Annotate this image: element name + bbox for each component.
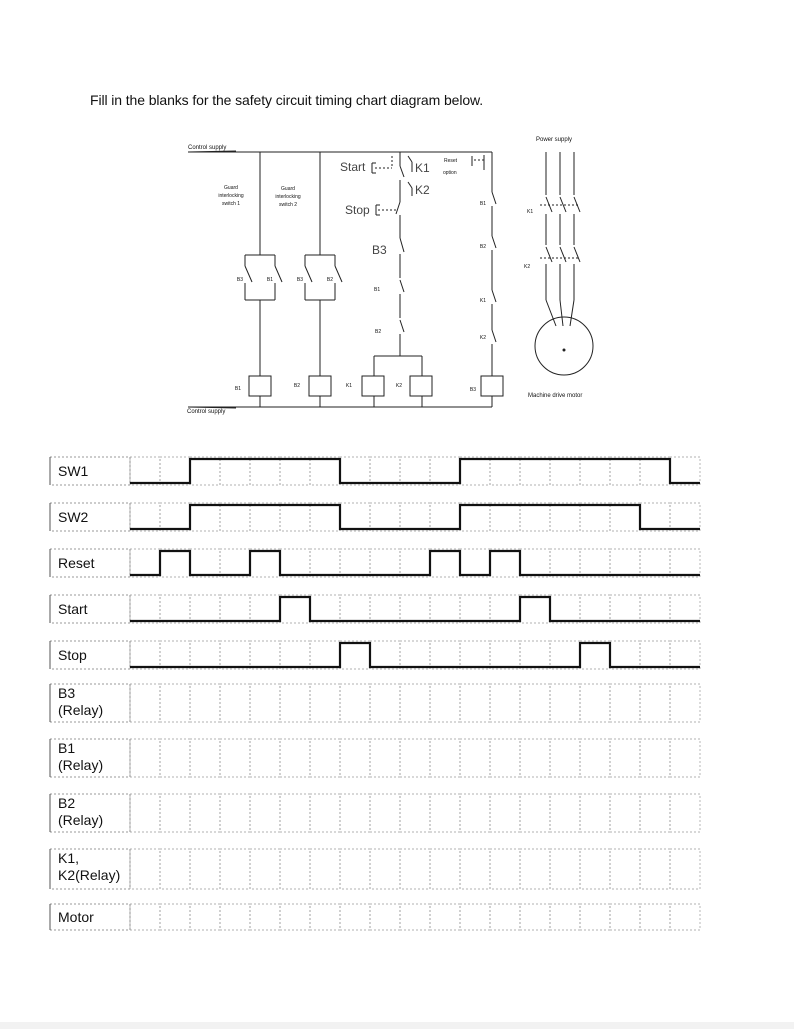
sw1-contact-b1: B1 [266,277,273,283]
timing-cell[interactable] [520,595,550,623]
timing-cell[interactable] [400,595,430,623]
timing-cell[interactable] [340,904,370,930]
row-label-text: Stop [58,647,87,663]
timing-cell[interactable] [370,794,400,832]
timing-cell[interactable] [490,595,520,623]
timing-cell[interactable] [310,549,340,577]
timing-cell[interactable] [310,849,340,889]
timing-cell[interactable] [520,457,550,485]
timing-cell[interactable] [190,549,220,577]
timing-cell[interactable] [670,904,700,930]
timing-cell[interactable] [280,549,310,577]
timing-cell[interactable] [490,849,520,889]
timing-row [50,503,700,531]
timing-cell[interactable] [220,503,250,531]
timing-cell[interactable] [370,904,400,930]
timing-cell[interactable] [280,849,310,889]
timing-cell[interactable] [130,641,160,669]
timing-cell[interactable] [220,794,250,832]
timing-cell[interactable] [430,549,460,577]
timing-cell[interactable] [280,794,310,832]
power-k1-label: K1 [527,209,534,215]
timing-cell[interactable] [130,457,160,485]
timing-cell[interactable] [520,503,550,531]
row-label-text: K1, [58,850,80,866]
timing-cell[interactable] [130,794,160,832]
timing-cell[interactable] [490,549,520,577]
timing-row [50,684,700,722]
timing-cell[interactable] [610,849,640,889]
row-label-text: B2 [58,795,76,811]
timing-cell[interactable] [370,549,400,577]
timing-cell[interactable] [610,641,640,669]
timing-cell[interactable] [520,684,550,722]
timing-cell[interactable] [430,595,460,623]
timing-cell[interactable] [130,849,160,889]
reset-branch-b1-label: B1 [479,201,486,207]
timing-cell[interactable] [220,595,250,623]
timing-cell[interactable] [340,794,370,832]
timing-cell[interactable] [160,904,190,930]
timing-cell[interactable] [310,595,340,623]
timing-cell[interactable] [430,739,460,777]
timing-cell[interactable] [340,503,370,531]
control-supply-top-label: Control supply [188,145,227,151]
timing-cell[interactable] [430,684,460,722]
timing-cell[interactable] [490,641,520,669]
timing-cell[interactable] [670,794,700,832]
timing-cell[interactable] [280,457,310,485]
timing-cell[interactable] [190,684,220,722]
timing-cell[interactable] [280,641,310,669]
timing-cell[interactable] [400,549,430,577]
timing-cell[interactable] [400,503,430,531]
timing-cell[interactable] [640,503,670,531]
row-label-text: Reset [58,555,95,571]
timing-cell[interactable] [610,684,640,722]
timing-cell[interactable] [670,549,700,577]
timing-cell[interactable] [400,904,430,930]
guard-1-line-3: switch 1 [221,201,241,207]
power-k2-label: K2 [524,264,531,270]
sw2-contact-b3: B3 [296,277,303,283]
timing-cell[interactable] [550,849,580,889]
coil-b2-label: B2 [293,383,300,389]
timing-cell[interactable] [640,739,670,777]
timing-cell[interactable] [280,684,310,722]
reset-branch-k2-label: K2 [479,335,486,341]
timing-cell[interactable] [160,849,190,889]
row-label-text: Motor [58,909,94,925]
row-label-text: K2(Relay) [58,867,121,883]
timing-cell[interactable] [640,849,670,889]
timing-cell[interactable] [460,503,490,531]
timing-cell[interactable] [610,549,640,577]
coil-k2-label: K2 [395,383,402,389]
timing-cell[interactable] [610,595,640,623]
timing-cell[interactable] [340,684,370,722]
timing-cell[interactable] [310,739,340,777]
row-label-text: B1 [58,740,76,756]
timing-cell[interactable] [130,549,160,577]
timing-cell[interactable] [640,549,670,577]
row-label-text: (Relay) [58,812,104,828]
timing-cell[interactable] [220,684,250,722]
timing-cell[interactable] [580,549,610,577]
timing-cell[interactable] [280,739,310,777]
timing-cell[interactable] [160,457,190,485]
timing-cell[interactable] [220,849,250,889]
row-label-text: B3 [58,685,76,701]
timing-cell[interactable] [310,503,340,531]
timing-cell[interactable] [220,457,250,485]
timing-cell[interactable] [250,739,280,777]
timing-cell[interactable] [370,739,400,777]
timing-row [50,739,700,777]
signal-waveform [130,597,700,621]
motor-label: Machine drive motor [528,393,583,399]
timing-cell[interactable] [610,503,640,531]
timing-cell[interactable] [640,794,670,832]
timing-cell[interactable] [220,739,250,777]
timing-cell[interactable] [160,739,190,777]
timing-cell[interactable] [640,684,670,722]
timing-row [50,904,700,930]
timing-cell[interactable] [640,457,670,485]
row-label-text: Start [58,601,88,617]
timing-cell[interactable] [370,457,400,485]
guard-1-line-2: interlocking [218,193,244,199]
timing-cell[interactable] [280,503,310,531]
power-supply-label: Power supply [536,137,573,143]
timing-cell[interactable] [520,904,550,930]
timing-cell[interactable] [340,549,370,577]
timing-cell[interactable] [190,794,220,832]
timing-cell[interactable] [250,457,280,485]
reset-branch-k1-label: K1 [479,298,486,304]
guard-2-line-1: Guard [281,186,295,192]
timing-cell[interactable] [340,641,370,669]
coil-b1-label: B1 [234,386,241,392]
timing-cell[interactable] [340,595,370,623]
timing-cell[interactable] [400,849,430,889]
timing-cell[interactable] [640,641,670,669]
timing-cell[interactable] [550,739,580,777]
timing-cell[interactable] [220,641,250,669]
timing-cell[interactable] [130,503,160,531]
timing-cell[interactable] [430,641,460,669]
timing-cell[interactable] [430,849,460,889]
timing-cell[interactable] [460,641,490,669]
timing-cell[interactable] [670,849,700,889]
timing-cell[interactable] [580,739,610,777]
timing-cell[interactable] [160,641,190,669]
timing-cell[interactable] [550,684,580,722]
timing-cell[interactable] [460,684,490,722]
timing-cell[interactable] [490,904,520,930]
timing-cell[interactable] [370,684,400,722]
timing-cell[interactable] [550,595,580,623]
k2-contact-label: K2 [415,183,430,197]
timing-cell[interactable] [400,641,430,669]
coil-b3-label: B3 [469,387,476,393]
signal-waveform [130,505,700,529]
reset-branch-b2-label: B2 [479,244,486,250]
sw1-contact-b3: B3 [236,277,243,283]
b1-contact-label: B1 [374,287,381,293]
row-label-text: SW1 [58,463,89,479]
timing-cell[interactable] [460,549,490,577]
reset-option-line-1: Reset [444,158,458,164]
timing-cell[interactable] [400,794,430,832]
b2-contact-label: B2 [375,329,382,335]
timing-cell[interactable] [160,549,190,577]
control-supply-bottom-label: Control supply [187,409,226,415]
timing-cell[interactable] [190,503,220,531]
sw2-contact-b2: B2 [326,277,333,283]
timing-cell[interactable] [340,849,370,889]
timing-cell[interactable] [520,739,550,777]
timing-cell[interactable] [400,739,430,777]
timing-cell[interactable] [190,457,220,485]
reset-option-line-2: option [443,170,457,176]
timing-cell[interactable] [520,549,550,577]
timing-cell[interactable] [580,457,610,485]
timing-cell[interactable] [250,794,280,832]
timing-cell[interactable] [370,503,400,531]
timing-cell[interactable] [250,549,280,577]
timing-cell[interactable] [520,794,550,832]
timing-cell[interactable] [670,595,700,623]
timing-cell[interactable] [160,684,190,722]
timing-cell[interactable] [310,684,340,722]
timing-cell[interactable] [220,549,250,577]
timing-cell[interactable] [520,641,550,669]
signal-waveform [130,643,700,667]
b3-contact-label: B3 [372,243,387,257]
timing-cell[interactable] [520,849,550,889]
timing-cell[interactable] [130,595,160,623]
timing-cell[interactable] [130,904,160,930]
timing-row [50,457,700,485]
timing-cell[interactable] [550,503,580,531]
timing-cell[interactable] [640,595,670,623]
timing-cell[interactable] [310,641,340,669]
stop-label: Stop [345,203,370,217]
timing-cell[interactable] [490,503,520,531]
timing-cell[interactable] [670,503,700,531]
timing-row [50,595,700,623]
row-label-text: (Relay) [58,702,104,718]
timing-cell[interactable] [340,457,370,485]
timing-cell[interactable] [460,849,490,889]
guard-1-line-1: Guard [224,185,238,191]
timing-cell[interactable] [370,595,400,623]
timing-row [50,849,700,889]
timing-cell[interactable] [280,595,310,623]
timing-cell[interactable] [580,794,610,832]
timing-cell[interactable] [190,904,220,930]
timing-cell[interactable] [310,457,340,485]
timing-cell[interactable] [490,457,520,485]
timing-cell[interactable] [550,641,580,669]
timing-cell[interactable] [190,641,220,669]
timing-cell[interactable] [610,904,640,930]
timing-cell[interactable] [490,794,520,832]
guard-2-line-2: interlocking [275,194,301,200]
row-label-text: SW2 [58,509,89,525]
row-label-text: (Relay) [58,757,104,773]
timing-cell[interactable] [340,739,370,777]
timing-cell[interactable] [550,457,580,485]
timing-cell[interactable] [130,739,160,777]
timing-row [50,641,700,669]
timing-cell[interactable] [160,595,190,623]
timing-cell[interactable] [550,549,580,577]
timing-cell[interactable] [160,794,190,832]
timing-cell[interactable] [130,684,160,722]
timing-cell[interactable] [670,739,700,777]
timing-cell[interactable] [250,641,280,669]
timing-cell[interactable] [580,904,610,930]
timing-cell[interactable] [370,849,400,889]
timing-cell[interactable] [460,739,490,777]
timing-cell[interactable] [430,503,460,531]
timing-cell[interactable] [190,849,220,889]
timing-cell[interactable] [190,595,220,623]
timing-cell[interactable] [460,904,490,930]
timing-cell[interactable] [250,595,280,623]
timing-cell[interactable] [580,849,610,889]
timing-cell[interactable] [430,794,460,832]
timing-cell[interactable] [460,794,490,832]
signal-waveform [130,551,700,575]
timing-cell[interactable] [580,595,610,623]
timing-cell[interactable] [550,904,580,930]
worksheet-title: Fill in the blanks for the safety circuit timing chart diagram below. [90,92,484,108]
guard-2-line-3: switch 2 [278,202,298,208]
timing-cell[interactable] [280,904,310,930]
timing-cell[interactable] [310,904,340,930]
timing-cell[interactable] [670,684,700,722]
timing-cell[interactable] [160,503,190,531]
timing-cell[interactable] [610,739,640,777]
timing-cell[interactable] [460,457,490,485]
k1-contact-label: K1 [415,161,430,175]
timing-cell[interactable] [250,503,280,531]
timing-cell[interactable] [580,684,610,722]
timing-cell[interactable] [580,641,610,669]
timing-cell[interactable] [400,684,430,722]
timing-cell[interactable] [610,457,640,485]
timing-cell[interactable] [430,457,460,485]
timing-row [50,549,700,577]
timing-cell[interactable] [610,794,640,832]
timing-cell[interactable] [250,904,280,930]
timing-cell[interactable] [490,684,520,722]
timing-cell[interactable] [550,794,580,832]
timing-cell[interactable] [640,904,670,930]
timing-cell[interactable] [460,595,490,623]
timing-cell[interactable] [190,739,220,777]
timing-cell[interactable] [580,503,610,531]
timing-cell[interactable] [400,457,430,485]
signal-waveform [130,459,700,483]
timing-cell[interactable] [430,904,460,930]
timing-cell[interactable] [670,641,700,669]
timing-cell[interactable] [250,849,280,889]
timing-cell[interactable] [220,904,250,930]
timing-row [50,794,700,832]
start-label: Start [340,160,366,174]
timing-cell[interactable] [490,739,520,777]
timing-cell[interactable] [310,794,340,832]
timing-cell[interactable] [250,684,280,722]
timing-cell[interactable] [370,641,400,669]
timing-cell[interactable] [670,457,700,485]
coil-k1-label: K1 [345,383,352,389]
